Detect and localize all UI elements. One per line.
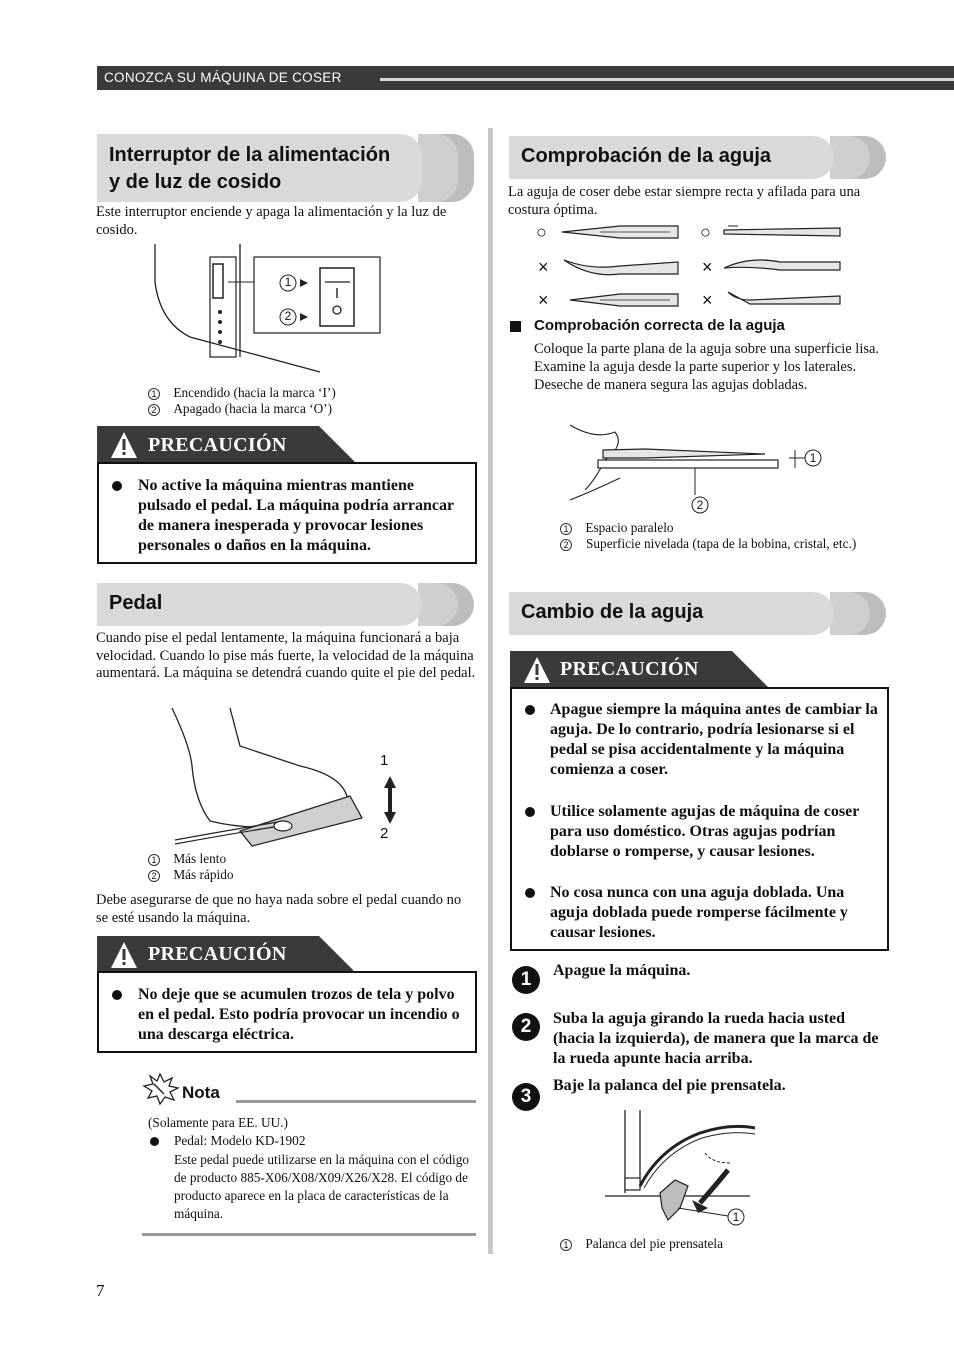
step-number: 1 <box>512 966 540 994</box>
callout-1: 1 <box>380 752 389 769</box>
note-detail: Este pedal puede utilizarse en la máquina con el código de producto 885-X06/X08/X09/X26/X28. El código de producto aparece en la placa de características de la máquina. <box>174 1152 470 1221</box>
bullet <box>112 990 122 1000</box>
note-line: (Solamente para EE. UU.) <box>148 1115 288 1130</box>
section-heading-change-text: Cambio de la aguja <box>521 601 704 623</box>
callout-1: 1 <box>284 275 292 289</box>
pedal-legend-2 <box>148 867 234 884</box>
note-bottom-rule <box>142 1233 476 1236</box>
legend-number: 1 <box>560 523 572 535</box>
caution-item: No deje que se acumulen trozos de tela y polvo en el pedal. Esto podría provocar un incendio o una descarga eléctrica. <box>138 986 460 1043</box>
header-title: CONOZCA SU MÁQUINA DE COSER <box>104 70 342 85</box>
pedal-note: Debe asegurarse de que no haya nada sobre el pedal cuando no se esté usando la máquina. <box>96 892 462 926</box>
square-bullet <box>510 321 521 332</box>
callout-1: 1 <box>732 1210 740 1224</box>
caution-title-1: PRECAUCIÓN <box>148 434 287 456</box>
legend-text: Superficie nivelada (tapa de la bobina, cristal, etc.) <box>586 536 857 551</box>
legend-text: Más lento <box>173 851 227 866</box>
needle-examples-illustration <box>560 220 845 315</box>
bullet <box>112 481 122 491</box>
legend-text: Encendido (hacia la marca ‘I’) <box>173 385 336 400</box>
bullet <box>525 888 535 898</box>
note-bullet: Pedal: Modelo KD-1902 <box>174 1133 306 1148</box>
ng-mark: × <box>538 290 549 310</box>
ng-mark: × <box>702 290 713 310</box>
step-text: Apague la máquina. <box>553 962 691 979</box>
caution-item: Apague siempre la máquina antes de cambiar la aguja. De lo contrario, podría lesionarse si el pedal se pisa accidentalmente y la máquina comienza a coser. <box>550 701 878 778</box>
column-divider <box>488 128 493 1254</box>
legend-text: Palanca del pie prensatela <box>585 1236 724 1251</box>
power-legend-1 <box>148 385 336 402</box>
caution-item: No cosa nunca con una aguja doblada. Una aguja doblada puede romperse fácilmente y causar lesiones. <box>550 884 848 941</box>
bullet <box>525 807 535 817</box>
ng-mark: × <box>538 257 549 277</box>
heading-line-2: y de luz de cosido <box>109 171 282 193</box>
step-text: Suba la aguja girando la rueda hacia usted (hacia la izquierda), de manera que la marca de la rueda apunte hacia arriba. <box>553 1010 879 1067</box>
note-icon <box>144 1072 180 1104</box>
check-intro: La aguja de coser debe estar siempre recta y afilada para una costura óptima. <box>508 184 861 218</box>
header-rule <box>380 78 954 81</box>
check-legend-1 <box>560 520 880 537</box>
legend-text: Espacio paralelo <box>585 520 674 535</box>
bullet <box>525 705 535 715</box>
heading-line-1: Interruptor de la alimentación <box>109 144 391 166</box>
section-heading-check-text: Comprobación de la aguja <box>521 145 772 167</box>
step-text: Baje la palanca del pie prensatela. <box>553 1077 786 1094</box>
step-number: 2 <box>512 1013 540 1041</box>
legend-number: 2 <box>148 404 160 416</box>
step-number: 3 <box>512 1083 540 1111</box>
lever-legend-1 <box>560 1236 723 1253</box>
pedal-intro: Cuando pise el pedal lentamente, la máquina funcionará a baja velocidad. Cuando lo pise más fuerte, la velocidad de la máquina aumentará. La máquina se detendrá cuando quite el pie del pedal. <box>96 630 476 681</box>
legend-number: 2 <box>148 870 160 882</box>
ng-mark: × <box>702 257 713 277</box>
power-intro: Este interruptor enciende y apaga la alimentación y la luz de cosido. <box>96 204 447 238</box>
ok-mark: ○ <box>700 222 711 242</box>
bullet <box>150 1137 159 1146</box>
legend-number: 1 <box>148 854 160 866</box>
legend-number: 1 <box>148 388 160 400</box>
callout-2: 2 <box>696 498 704 512</box>
check-subtext: Coloque la parte plana de la aguja sobre una superficie lisa. Examine la aguja desde la parte superior y los laterales. Deseche de manera segura las agujas dobladas. <box>534 341 880 393</box>
check-subheading: Comprobación correcta de la aguja <box>534 317 785 334</box>
callout-2: 2 <box>380 825 389 842</box>
legend-number: 2 <box>560 539 572 551</box>
ok-mark: ○ <box>536 222 547 242</box>
legend-text: Más rápido <box>173 867 234 882</box>
section-heading-power-text <box>109 142 390 196</box>
note-title: Nota <box>182 1083 220 1102</box>
pedal-legend-1 <box>148 851 226 868</box>
caution-title-3: PRECAUCIÓN <box>560 658 699 680</box>
legend-text: Apagado (hacia la marca ‘O’) <box>173 401 333 416</box>
caution-title-2: PRECAUCIÓN <box>148 943 287 965</box>
callout-1: 1 <box>809 451 817 465</box>
caution-item: No active la máquina mientras mantiene pulsado el pedal. La máquina podría arrancar de manera inesperada y provocar lesiones personales o daños en la máquina. <box>138 477 454 554</box>
heading-decoration <box>418 134 458 202</box>
callout-2: 2 <box>284 309 292 323</box>
foot-pedal-illustration <box>170 706 410 846</box>
note-rule <box>236 1100 476 1103</box>
power-switch-illustration <box>150 242 382 372</box>
caution-item: Utilice solamente agujas de máquina de coser para uso doméstico. Otras agujas podrían doblarse o romperse, y causar lesiones. <box>550 803 860 860</box>
page-number: 7 <box>96 1281 105 1300</box>
check-legend-2 <box>560 536 572 553</box>
power-legend-2 <box>148 401 332 418</box>
section-heading-pedal-text: Pedal <box>109 592 163 614</box>
legend-number: 1 <box>560 1239 572 1251</box>
